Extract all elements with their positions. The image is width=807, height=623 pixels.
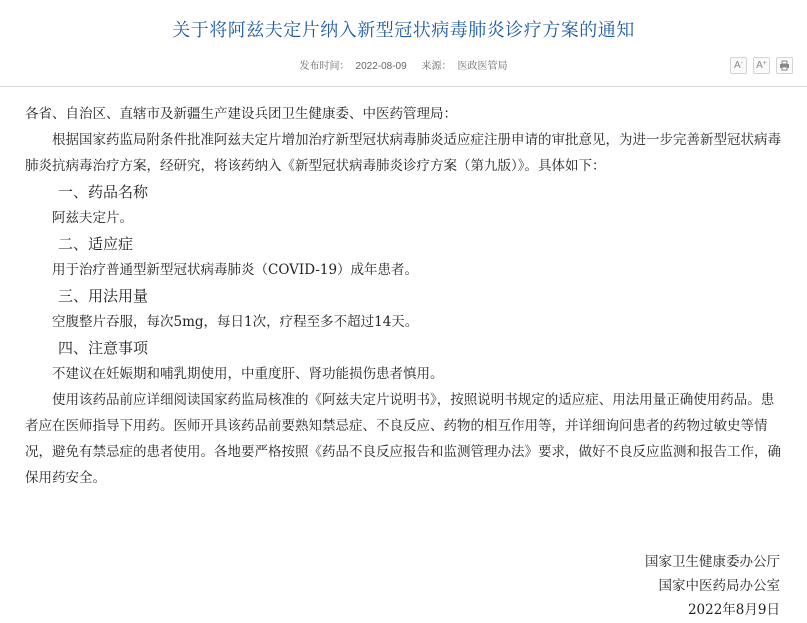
closing-paragraph: 使用该药品前应详细阅读国家药监局核准的《阿兹夫定片说明书》，按照说明书规定的适应症、用法用量正确使用药品。患者应在医师指导下用药。医师开具该药品前要熟知禁忌症、不良反应、药物的相互作用等，并详细询问患者的药物过敏史等情况，避免有禁忌症的患者使用。各地要严格按照《药品不良反应报告和监测管理办法》要求，做好不良反应监测和报告工作，确保用药安全。 bbox=[25, 392, 781, 486]
intro-paragraph: 根据国家药监局附条件批准阿兹夫定片增加治疗新型冠状病毒肺炎适应症注册申请的审批意见，为进一步完善新型冠状病毒肺炎抗病毒治疗方案，经研究，将该药纳入《新型冠状病毒肺炎诊疗方案（第九版）》。具体如下： bbox=[25, 132, 781, 174]
signature-office-1: 国家卫生健康委办公厅 bbox=[645, 554, 780, 570]
section-heading: 三、用法用量 bbox=[58, 287, 149, 305]
publish-date-value: 2022-08-09 bbox=[355, 61, 407, 72]
section-text: 不建议在妊娠期和哺乳期使用，中重度肝、肾功能损伤患者慎用。 bbox=[52, 366, 444, 382]
section-text: 阿兹夫定片。 bbox=[52, 210, 133, 226]
source bbox=[418, 61, 510, 72]
font-decrease-sup: - bbox=[740, 59, 743, 67]
section-text: 空腹整片吞服，每次5mg，每日1次，疗程至多不超过14天。 bbox=[52, 314, 419, 330]
section-text: 用于治疗普通型新型冠状病毒肺炎（COVID-19）成年患者。 bbox=[52, 262, 419, 278]
font-increase-button[interactable] bbox=[753, 57, 770, 74]
article-meta bbox=[0, 57, 807, 72]
article-toolbar bbox=[730, 57, 793, 74]
print-button[interactable] bbox=[776, 57, 793, 74]
font-decrease-label: A bbox=[733, 60, 741, 71]
source-label: 来源： bbox=[421, 61, 452, 72]
section-heading: 二、适应症 bbox=[58, 235, 134, 253]
publish-label: 发布时间： bbox=[299, 61, 350, 72]
printer-icon bbox=[779, 60, 790, 71]
header-divider bbox=[0, 86, 807, 87]
publish-date bbox=[297, 61, 410, 72]
signature-office-2: 国家中医药局办公室 bbox=[658, 578, 780, 594]
section-heading: 四、注意事项 bbox=[58, 339, 149, 357]
page-title: 关于将阿兹夫定片纳入新型冠状病毒肺炎诊疗方案的通知 bbox=[172, 20, 635, 41]
signature-block bbox=[645, 550, 780, 622]
font-increase-sup: + bbox=[762, 59, 767, 67]
font-increase-label: A bbox=[756, 60, 763, 71]
salutation: 各省、自治区、直辖市及新疆生产建设兵团卫生健康委、中医药管理局： bbox=[25, 106, 457, 122]
signature-date: 2022年8月9日 bbox=[687, 602, 780, 618]
section-heading: 一、药品名称 bbox=[58, 183, 149, 201]
source-value: 医政医管局 bbox=[457, 61, 508, 72]
font-decrease-button[interactable] bbox=[730, 57, 747, 74]
article-body bbox=[25, 101, 785, 491]
